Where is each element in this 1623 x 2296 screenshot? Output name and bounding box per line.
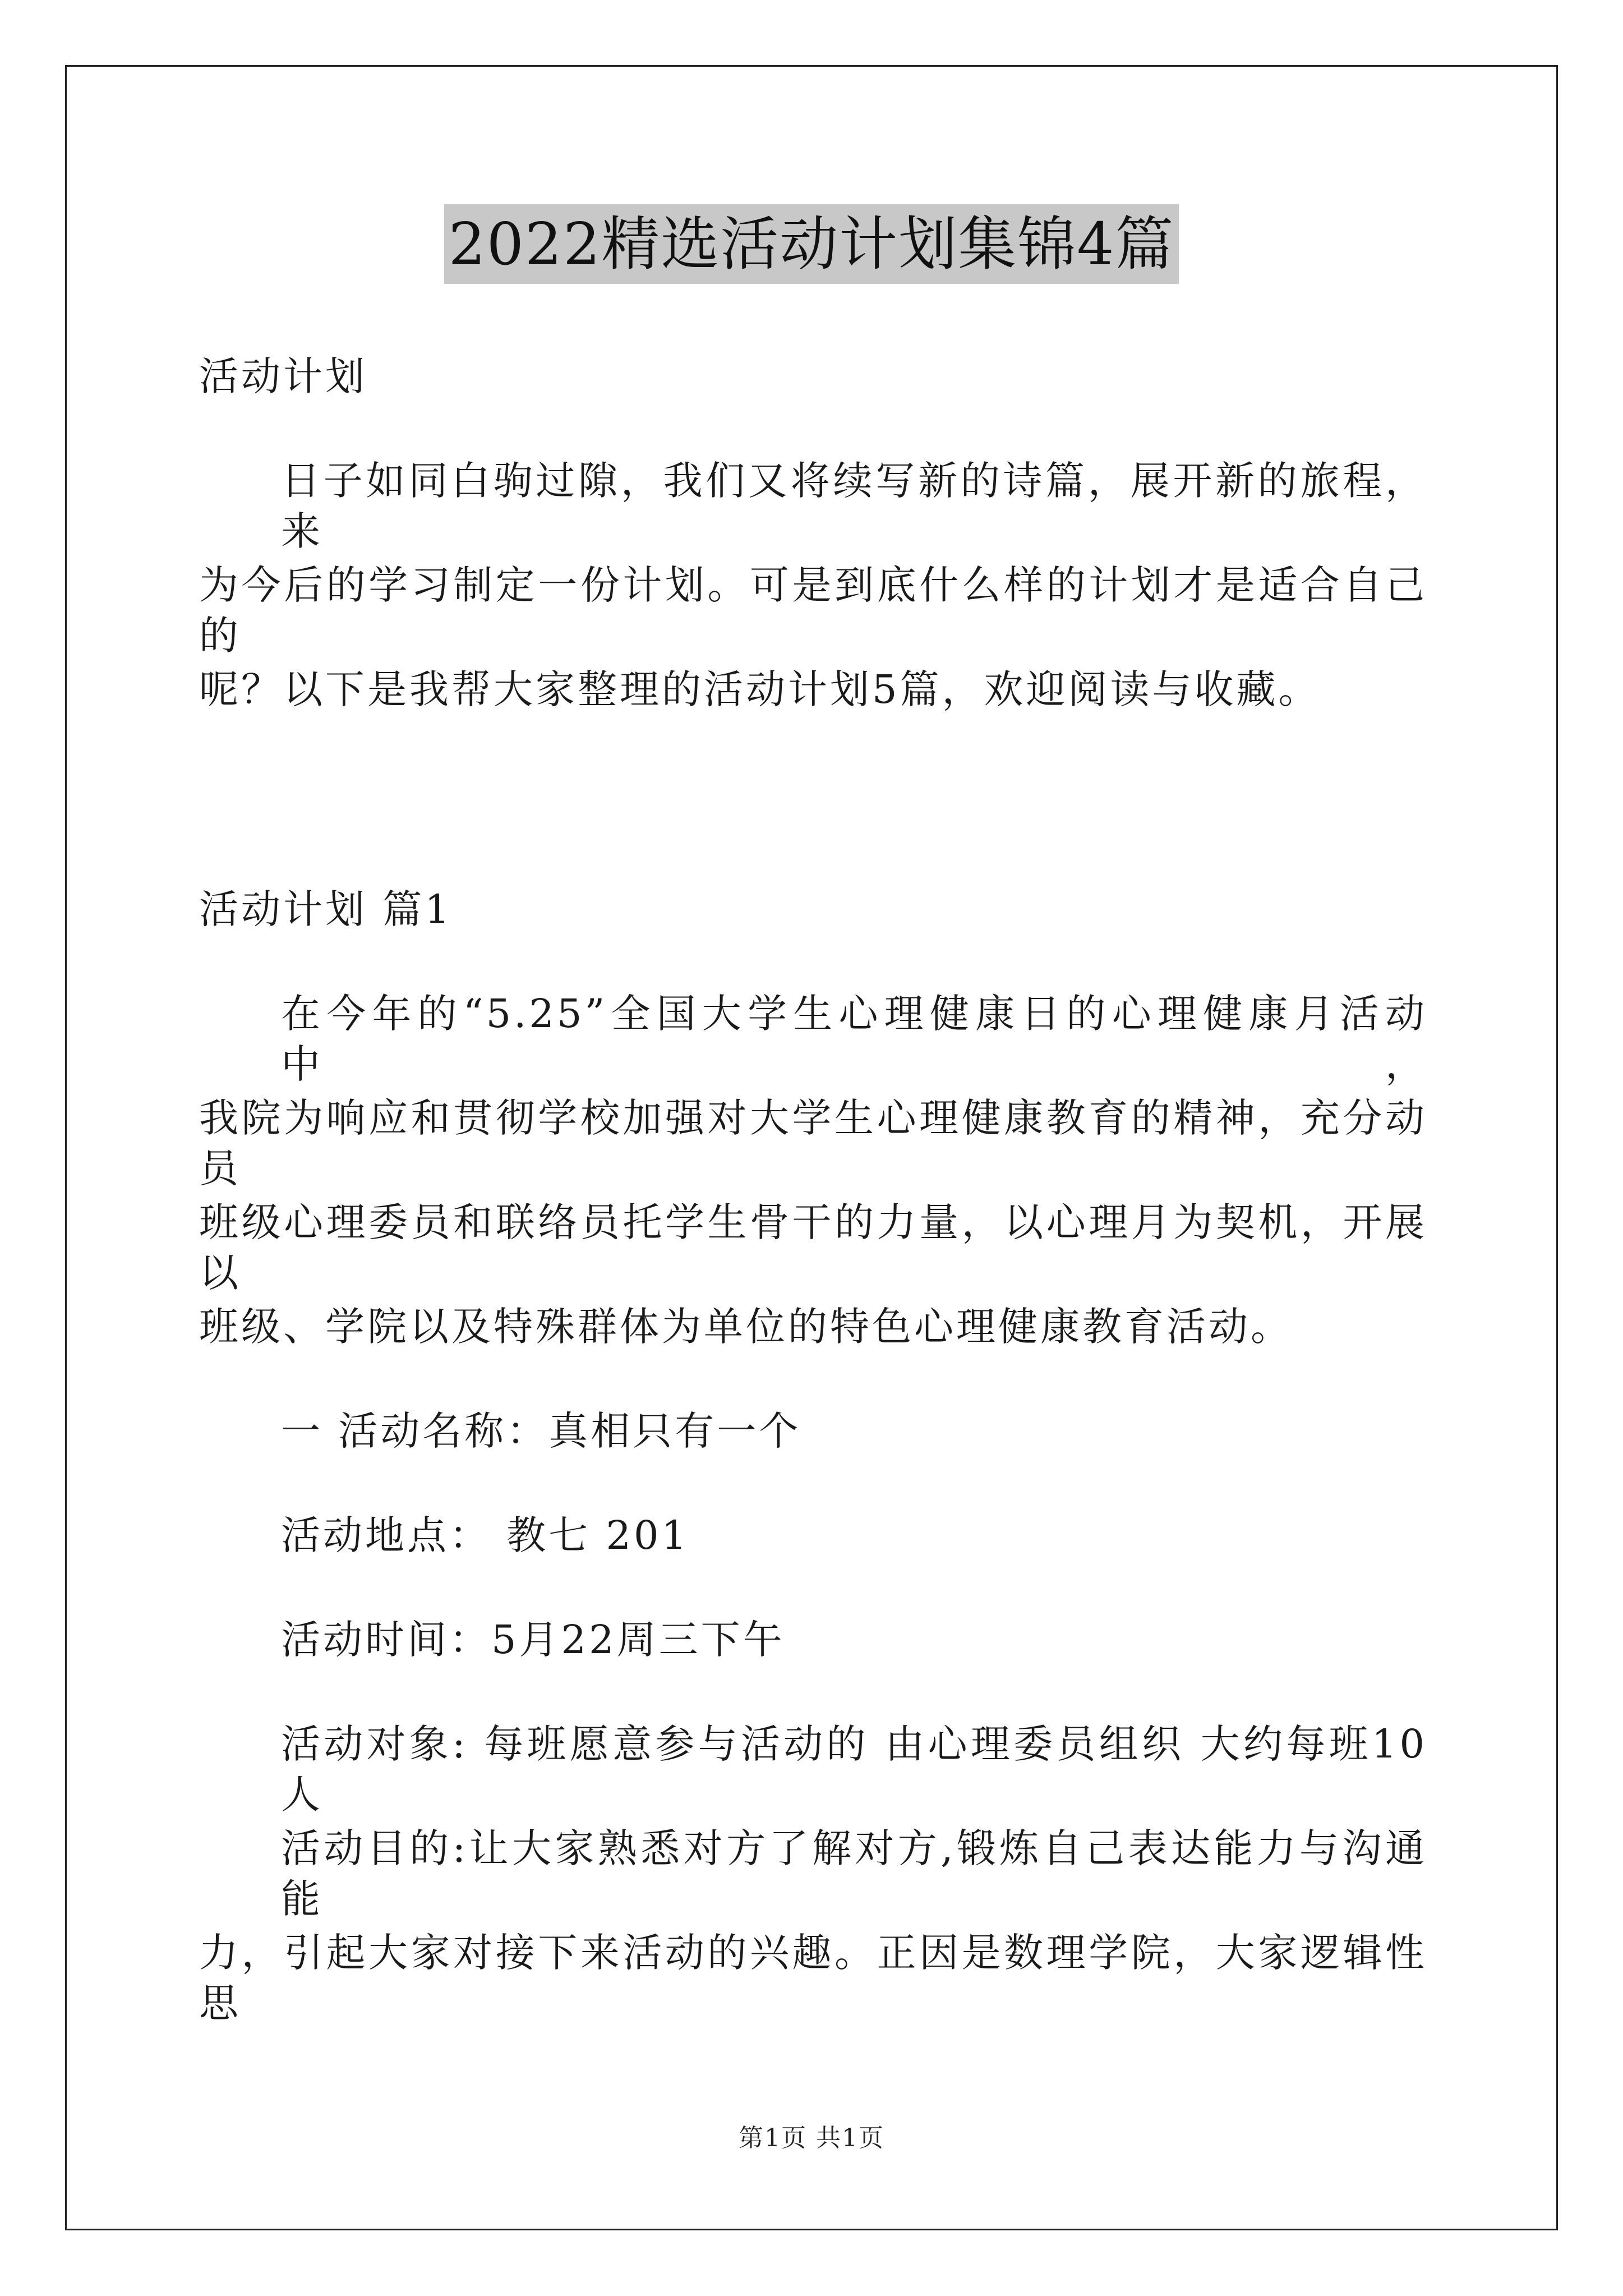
activity-participants: 活动对象: 每班愿意参与活动的 由心理委员组织 大约每班10人 — [281, 1721, 1427, 1818]
document-title: 2022精选活动计划集锦4篇 — [444, 204, 1179, 284]
paragraph-line: 班级心理委员和联络员托学生骨干的力量，以心理月为契机，开展以 — [199, 1199, 1427, 1296]
activity-time: 活动时间：5月22周三下午 — [281, 1617, 785, 1663]
paragraph-line: 班级、学院以及特殊群体为单位的特色心理健康教育活动。 — [199, 1304, 1293, 1350]
title-container — [0, 204, 1623, 284]
activity-name: 一 活动名称：真相只有一个 — [281, 1408, 801, 1454]
activity-location: 活动地点： 教七 201 — [281, 1512, 690, 1558]
paragraph-line: 为今后的学习制定一份计划。可是到底什么样的计划才是适合自己的 — [199, 562, 1427, 659]
paragraph-line: 力，引起大家对接下来活动的兴趣。正因是数理学院，大家逻辑性思 — [199, 1930, 1427, 2026]
section-heading: 活动计划 篇1 — [199, 886, 453, 932]
activity-purpose: 活动目的:让大家熟悉对方了解对方,锻炼自己表达能力与沟通能 — [281, 1825, 1427, 1922]
paragraph-line: 呢？以下是我帮大家整理的活动计划5篇，欢迎阅读与收藏。 — [199, 666, 1321, 712]
paragraph-line: 在今年的“5.25”全国大学生心理健康日的心理健康月活动中， — [281, 991, 1427, 1087]
paragraph-line: 日子如同白驹过隙，我们又将续写新的诗篇，展开新的旅程，来 — [281, 458, 1427, 554]
section-heading: 活动计划 — [199, 353, 367, 399]
paragraph-line: 我院为响应和贯彻学校加强对大学生心理健康教育的精神，充分动员 — [199, 1095, 1427, 1191]
page-footer: 第1页 共1页 — [739, 2124, 884, 2152]
